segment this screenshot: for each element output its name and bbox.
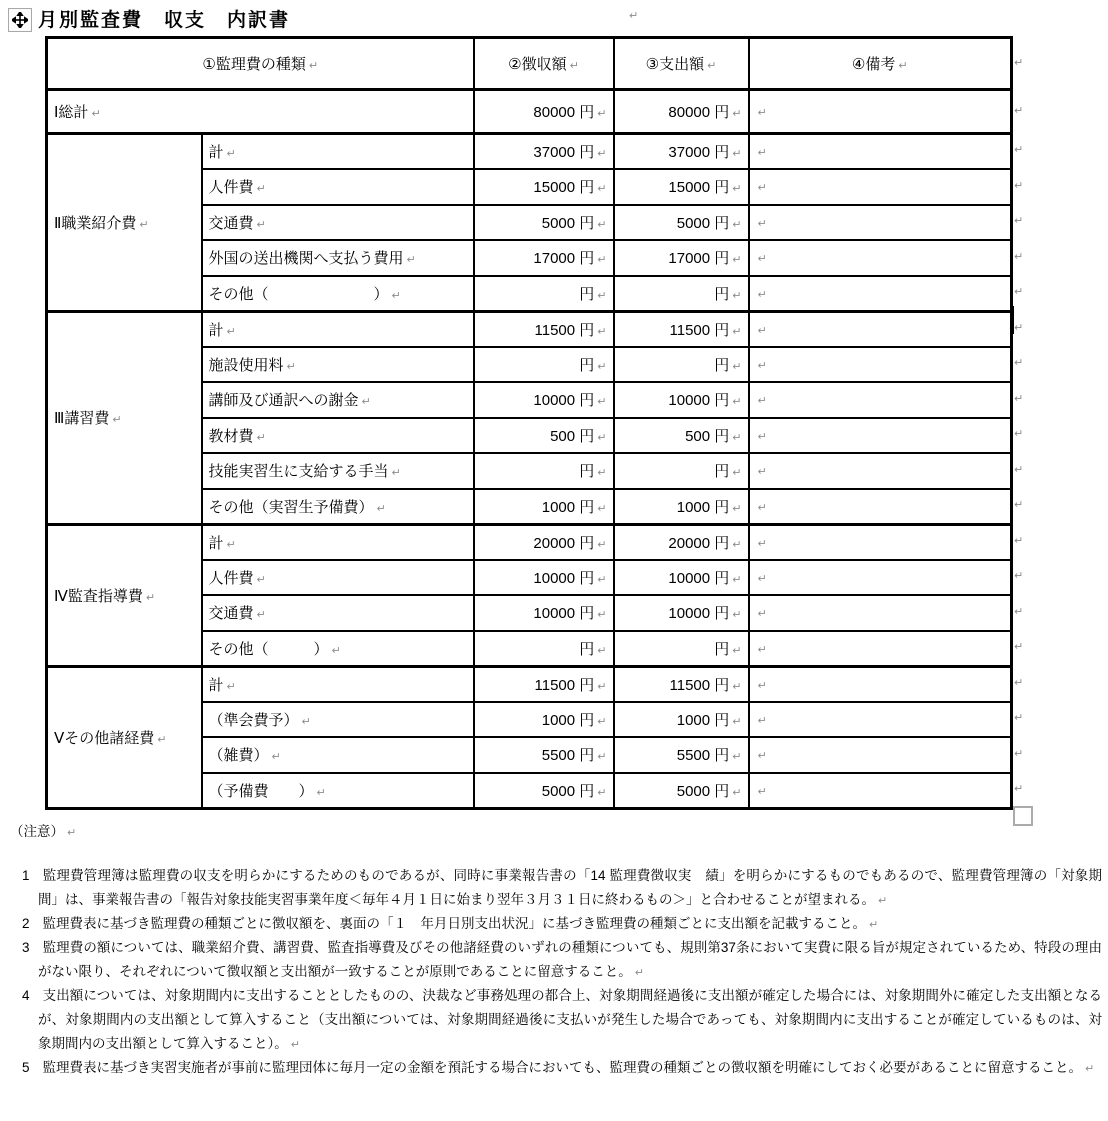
header-cell-type[interactable]: ①監理費の種類 ↵ xyxy=(47,38,474,90)
paragraph-mark-icon: ↵ xyxy=(145,590,156,604)
cell-remarks[interactable] xyxy=(749,489,1012,525)
paragraph-mark-icon: ↵ xyxy=(732,643,742,657)
paragraph-mark-icon: ↵ xyxy=(898,59,908,72)
header-cell-spent[interactable]: ③支出額 ↵ xyxy=(614,38,749,90)
row-end-mark-icon: ↵ xyxy=(1014,214,1024,228)
cell-collected[interactable]: 37000 円 ↵ xyxy=(474,134,614,170)
cell-remarks[interactable] xyxy=(749,90,1012,134)
paragraph-mark-icon: ↵ xyxy=(757,784,767,798)
paragraph-mark-icon: ↵ xyxy=(157,732,167,746)
paragraph-mark-icon: ↵ xyxy=(757,358,767,372)
paragraph-mark-icon: ↵ xyxy=(1085,1062,1095,1075)
row-end-mark-icon: ↵ xyxy=(1014,640,1024,654)
paragraph-mark-icon: ↵ xyxy=(597,785,607,799)
table-row xyxy=(47,90,1012,134)
row-end-mark-icon: ↵ xyxy=(1014,569,1024,583)
paragraph-mark-icon: ↵ xyxy=(316,785,326,799)
paragraph-mark-icon: ↵ xyxy=(757,394,767,408)
paragraph-mark-icon: ↵ xyxy=(226,537,236,551)
row-end-mark-icon: ↵ xyxy=(1014,782,1024,796)
paragraph-mark-icon: ↵ xyxy=(67,826,77,839)
row-end-mark-icon: ↵ xyxy=(1014,711,1024,725)
cell-collected[interactable]: 5500 円 ↵ xyxy=(474,737,614,773)
cell-spent[interactable]: 5000 円 ↵ xyxy=(614,205,749,241)
row-end-mark-icon: ↵ xyxy=(1014,55,1024,69)
cell-collected[interactable]: 10000 円 ↵ xyxy=(474,560,614,596)
header-cell-collected[interactable]: ②徴収額 ↵ xyxy=(474,38,614,90)
cell-spent[interactable]: 1000 円 ↵ xyxy=(614,702,749,738)
paragraph-mark-icon: ↵ xyxy=(732,750,742,764)
row-end-mark-icon: ↵ xyxy=(1014,604,1024,618)
cell-spent[interactable]: 20000 円 ↵ xyxy=(614,524,749,560)
paragraph-mark-icon: ↵ xyxy=(732,107,742,120)
table-row xyxy=(47,666,1012,702)
cell-spent[interactable]: 円 ↵ xyxy=(614,631,749,667)
paragraph-mark-icon: ↵ xyxy=(256,217,266,231)
cell-collected[interactable]: 17000 円 ↵ xyxy=(474,240,614,276)
paragraph-mark-icon: ↵ xyxy=(757,607,767,621)
row-end-mark-icon: ↵ xyxy=(1014,249,1024,263)
fee-breakdown-table xyxy=(45,36,1013,810)
cell-item[interactable]: 交通費 ↵ xyxy=(202,205,474,241)
row-end-mark-icon: ↵ xyxy=(1014,103,1024,117)
notes-heading[interactable]: （注意） ↵ xyxy=(10,824,77,839)
cell-item[interactable]: 交通費 ↵ xyxy=(202,595,474,631)
paragraph-mark-icon: ↵ xyxy=(757,429,767,443)
paragraph-mark-icon: ↵ xyxy=(290,1038,300,1051)
row-end-mark-icon: ↵ xyxy=(1014,178,1024,192)
cell-spent[interactable]: 円 ↵ xyxy=(614,276,749,312)
row-end-mark-icon: ↵ xyxy=(1014,498,1024,512)
paragraph-mark-icon: ↵ xyxy=(732,395,742,409)
cell-item[interactable]: 計 ↵ xyxy=(202,311,474,347)
cell-collected[interactable]: 5000 円 ↵ xyxy=(474,205,614,241)
paragraph-mark-icon: ↵ xyxy=(732,430,742,444)
cell-collected[interactable]: 80000 円 ↵ xyxy=(474,90,614,134)
row-end-mark-icon: ↵ xyxy=(1014,143,1024,157)
paragraph-mark-icon: ↵ xyxy=(732,714,742,728)
paragraph-mark-icon: ↵ xyxy=(597,501,607,515)
cell-section-label[interactable]: Ⅲ講習費 ↵ xyxy=(47,311,202,524)
note-item-5[interactable]: 5 監理費表に基づき実習実施者が事前に監理団体に毎月一定の金額を預託する場合においても、監理費の種類ごとの徴収額を明確にしておく必要があることに留意すること。 ↵ xyxy=(22,1060,1095,1075)
paragraph-mark-icon: ↵ xyxy=(597,253,607,267)
cell-collected[interactable]: 15000 円 ↵ xyxy=(474,169,614,205)
paragraph-mark-icon: ↵ xyxy=(91,107,101,120)
paragraph-mark-icon: ↵ xyxy=(301,714,311,728)
paragraph-mark-icon: ↵ xyxy=(757,500,767,514)
paragraph-mark-icon: ↵ xyxy=(597,537,607,551)
table-header-row xyxy=(47,38,1012,90)
paragraph-mark-icon: ↵ xyxy=(597,572,607,586)
paragraph-mark-icon: ↵ xyxy=(597,182,607,196)
cell-remarks[interactable] xyxy=(749,311,1012,347)
note-item-3[interactable]: 3 監理費の額については、職業紹介費、講習費、監査指導費及びその他諸経費のいずれの種類についても、規則第37条において実費に限る旨が規定されているため、特段の理由がない限り、それぞれについて徴収額と支出額が一致することが原則であることに留意すること。 ↵ xyxy=(22,940,1102,979)
paragraph-mark-icon: ↵ xyxy=(732,288,742,302)
paragraph-mark-icon: ↵ xyxy=(732,217,742,231)
cell-remarks[interactable] xyxy=(749,134,1012,170)
cell-remarks[interactable] xyxy=(749,276,1012,312)
paragraph-mark-icon: ↵ xyxy=(597,288,607,302)
cell-remarks[interactable] xyxy=(749,702,1012,738)
cell-item[interactable]: （予備費 ） ↵ xyxy=(202,773,474,809)
cell-collected[interactable]: 11500 円 ↵ xyxy=(474,311,614,347)
cell-collected[interactable]: 10000 円 ↵ xyxy=(474,595,614,631)
cell-item[interactable]: 計 ↵ xyxy=(202,524,474,560)
paragraph-mark-icon: ↵ xyxy=(757,287,767,301)
cell-remarks[interactable] xyxy=(749,240,1012,276)
cell-spent[interactable]: 11500 円 ↵ xyxy=(614,666,749,702)
table-row xyxy=(47,311,1012,347)
paragraph-mark-icon: ↵ xyxy=(757,713,767,727)
cell-spent[interactable]: 5000 円 ↵ xyxy=(614,773,749,809)
cell-item[interactable]: （雑費） ↵ xyxy=(202,737,474,773)
paragraph-mark-icon: ↵ xyxy=(757,536,767,550)
paragraph-mark-icon: ↵ xyxy=(732,537,742,551)
cell-collected[interactable]: 円 ↵ xyxy=(474,631,614,667)
cell-collected[interactable]: 円 ↵ xyxy=(474,453,614,489)
cell-spent[interactable]: 80000 円 ↵ xyxy=(614,90,749,134)
cell-item[interactable]: 計 ↵ xyxy=(202,666,474,702)
cell-collected[interactable]: 1000 円 ↵ xyxy=(474,489,614,525)
paragraph-mark-icon: ↵ xyxy=(286,359,296,373)
paragraph-mark-icon: ↵ xyxy=(597,430,607,444)
paragraph-mark-icon: ↵ xyxy=(226,324,236,338)
paragraph-mark-icon: ↵ xyxy=(757,146,767,159)
row-end-mark-icon: ↵ xyxy=(1014,462,1024,476)
cell-collected[interactable]: 11500 円 ↵ xyxy=(474,666,614,702)
paragraph-mark-icon: ↵ xyxy=(757,465,767,479)
cell-remarks[interactable] xyxy=(749,418,1012,454)
cell-collected[interactable]: 20000 円 ↵ xyxy=(474,524,614,560)
paragraph-mark-icon: ↵ xyxy=(757,216,767,230)
text-cursor xyxy=(1012,306,1014,334)
paragraph-mark-icon: ↵ xyxy=(597,714,607,728)
cell-spent[interactable]: 円 ↵ xyxy=(614,347,749,383)
note-item-2[interactable]: 2 監理費表に基づき監理費の種類ごとに徴収額を、裏面の「１ 年月日別支出状況」に基づき監理費の種類ごとに支出額を記載すること。 ↵ xyxy=(22,916,879,931)
paragraph-mark-icon: ↵ xyxy=(406,253,416,267)
row-end-mark-icon: ↵ xyxy=(1014,427,1024,441)
cell-section-label[interactable]: Ⅳ監査指導費 ↵ xyxy=(47,524,202,666)
cell-remarks[interactable] xyxy=(749,453,1012,489)
cell-total-label[interactable]: Ⅰ総計 ↵ xyxy=(47,90,474,134)
cell-item[interactable]: 施設使用料 ↵ xyxy=(202,347,474,383)
table-move-handle-icon[interactable] xyxy=(8,8,32,32)
cell-spent[interactable]: 円 ↵ xyxy=(614,453,749,489)
cell-item[interactable]: 計 ↵ xyxy=(202,134,474,170)
cell-remarks[interactable] xyxy=(749,524,1012,560)
row-end-marks-column xyxy=(1014,36,1034,807)
row-end-mark-icon: ↵ xyxy=(1014,356,1024,370)
cell-collected[interactable]: 1000 円 ↵ xyxy=(474,702,614,738)
paragraph-mark-icon: ↵ xyxy=(757,642,767,656)
cell-section-label[interactable]: Ⅱ職業紹介費 ↵ xyxy=(47,134,202,312)
paragraph-mark-icon: ↵ xyxy=(757,106,767,119)
paragraph-mark-icon: ↵ xyxy=(757,571,767,585)
cell-remarks[interactable] xyxy=(749,666,1012,702)
paragraph-mark-icon: ↵ xyxy=(732,359,742,373)
table-row xyxy=(47,524,1012,560)
paragraph-mark-icon: ↵ xyxy=(361,395,371,409)
cell-item[interactable]: 技能実習生に支給する手当 ↵ xyxy=(202,453,474,489)
cell-spent[interactable]: 500 円 ↵ xyxy=(614,418,749,454)
paragraph-mark-icon: ↵ xyxy=(597,147,607,160)
note-item-1[interactable]: 1 監理費管理簿は監理費の収支を明らかにするためのものであるが、同時に事業報告書の「14 監理費徴収実 績」を明らかにするものでもあるので、監理費管理簿の「対象期間」は、事業報告書の「報告対象技能実習事業年度＜毎年４月１日に始まり翌年３月３１日に終わるもの＞」と合わせることが望まれる。 ↵ xyxy=(22,868,1102,907)
cell-item[interactable]: その他（ ） ↵ xyxy=(202,631,474,667)
cell-spent[interactable]: 17000 円 ↵ xyxy=(614,240,749,276)
cell-remarks[interactable] xyxy=(749,169,1012,205)
header-cell-remarks[interactable]: ④備考 ↵ xyxy=(749,38,1012,90)
cell-collected[interactable]: 500 円 ↵ xyxy=(474,418,614,454)
cell-item[interactable]: 人件費 ↵ xyxy=(202,169,474,205)
row-end-mark-icon: ↵ xyxy=(1014,746,1024,760)
paragraph-mark-icon: ↵ xyxy=(226,679,236,693)
paragraph-mark-icon: ↵ xyxy=(707,59,717,72)
paragraph-mark-icon: ↵ xyxy=(732,679,742,693)
paragraph-mark-icon: ↵ xyxy=(597,217,607,231)
paragraph-mark-icon: ↵ xyxy=(597,608,607,622)
notes-section xyxy=(10,820,1102,1080)
paragraph-mark-icon: ↵ xyxy=(757,181,767,195)
paragraph-mark-icon: ↵ xyxy=(597,359,607,373)
paragraph-mark-icon: ↵ xyxy=(732,324,742,338)
paragraph-mark-icon: ↵ xyxy=(256,608,266,622)
cell-item[interactable]: 人件費 ↵ xyxy=(202,560,474,596)
paragraph-mark-icon: ↵ xyxy=(597,466,607,480)
cell-remarks[interactable] xyxy=(749,631,1012,667)
paragraph-mark-icon: ↵ xyxy=(597,324,607,338)
cell-remarks[interactable] xyxy=(749,205,1012,241)
row-end-mark-icon: ↵ xyxy=(1014,533,1024,547)
cell-spent[interactable]: 15000 円 ↵ xyxy=(614,169,749,205)
paragraph-mark-icon: ↵ xyxy=(569,59,579,72)
row-end-mark-icon: ↵ xyxy=(1014,320,1024,334)
cell-remarks[interactable] xyxy=(749,773,1012,809)
paragraph-mark-icon: ↵ xyxy=(308,59,319,72)
note-item-4[interactable]: 4 支出額については、対象期間内に支出することとしたものの、決裁など事務処理の都合上、対象期間経過後に支出額が確定した場合には、対象期間外に確定した支出額となるが、対象期間内の支出額として算入すること（支出額については、対象期間経過後に支払いが発生した場合であっても、対象期間内に支出することが確定しているものは、対象期間内の支出額として算入すること）。 ↵ xyxy=(22,988,1102,1051)
row-end-mark-icon: ↵ xyxy=(1014,675,1024,689)
cell-collected[interactable]: 円 ↵ xyxy=(474,276,614,312)
paragraph-mark-icon: ↵ xyxy=(878,894,888,907)
cell-item[interactable]: 外国の送出機関へ支払う費用 ↵ xyxy=(202,240,474,276)
cell-item[interactable]: （準会費予） ↵ xyxy=(202,702,474,738)
paragraph-mark-icon: ↵ xyxy=(732,572,742,586)
paragraph-mark-icon: ↵ xyxy=(597,107,607,120)
cell-remarks[interactable] xyxy=(749,737,1012,773)
cell-collected[interactable]: 5000 円 ↵ xyxy=(474,773,614,809)
paragraph-mark-icon: ↵ xyxy=(757,749,767,763)
cell-remarks[interactable] xyxy=(749,382,1012,418)
cell-spent[interactable]: 37000 円 ↵ xyxy=(614,134,749,170)
cell-collected[interactable]: 10000 円 ↵ xyxy=(474,382,614,418)
paragraph-mark-icon: ↵ xyxy=(757,678,767,692)
row-end-mark-icon: ↵ xyxy=(1014,391,1024,405)
cell-spent[interactable]: 10000 円 ↵ xyxy=(614,595,749,631)
document-title[interactable]: 月別監査費 収支 内訳書 xyxy=(38,10,291,31)
paragraph-mark-icon: ↵ xyxy=(391,466,401,480)
paragraph-mark-icon: ↵ xyxy=(597,643,607,657)
paragraph-mark-icon: ↵ xyxy=(732,147,742,160)
cell-collected[interactable]: 円 ↵ xyxy=(474,347,614,383)
cell-spent[interactable]: 1000 円 ↵ xyxy=(614,489,749,525)
cell-remarks[interactable] xyxy=(749,595,1012,631)
paragraph-mark-icon: ↵ xyxy=(112,413,122,426)
cell-remarks[interactable] xyxy=(749,347,1012,383)
paragraph-mark-icon: ↵ xyxy=(732,608,742,622)
cell-spent[interactable]: 11500 円 ↵ xyxy=(614,311,749,347)
paragraph-mark-icon: ↵ xyxy=(256,572,266,586)
cell-spent[interactable]: 10000 円 ↵ xyxy=(614,382,749,418)
paragraph-mark-icon: ↵ xyxy=(597,750,607,764)
cell-item[interactable]: 教材費 ↵ xyxy=(202,418,474,454)
paragraph-mark-icon: ↵ xyxy=(256,182,266,196)
paragraph-mark-icon: ↵ xyxy=(391,288,401,302)
paragraph-mark-icon: ↵ xyxy=(597,679,607,693)
paragraph-mark-icon: ↵ xyxy=(376,501,386,515)
paragraph-mark-icon: ↵ xyxy=(732,501,742,515)
cell-spent[interactable]: 5500 円 ↵ xyxy=(614,737,749,773)
paragraph-mark-icon: ↵ xyxy=(634,966,644,979)
paragraph-mark-icon: ↵ xyxy=(226,147,236,160)
paragraph-mark-icon: ↵ xyxy=(732,253,742,267)
paragraph-mark-icon: ↵ xyxy=(732,466,742,480)
paragraph-mark-icon: ↵ xyxy=(757,252,767,266)
paragraph-mark-icon: ↵ xyxy=(732,785,742,799)
move-cross-icon xyxy=(12,12,28,28)
paragraph-mark-icon: ↵ xyxy=(597,395,607,409)
paragraph-mark-icon: ↵ xyxy=(629,9,639,22)
paragraph-mark-icon: ↵ xyxy=(139,217,149,231)
cell-item[interactable]: その他（実習生予備費） ↵ xyxy=(202,489,474,525)
paragraph-mark-icon: ↵ xyxy=(256,430,266,444)
cell-item[interactable]: その他（ ） ↵ xyxy=(202,276,474,312)
paragraph-mark-icon: ↵ xyxy=(757,323,767,337)
table-row xyxy=(47,134,1012,170)
cell-section-label[interactable]: Ⅴその他諸経費 ↵ xyxy=(47,666,202,808)
cell-spent[interactable]: 10000 円 ↵ xyxy=(614,560,749,596)
paragraph-mark-icon: ↵ xyxy=(271,750,281,764)
paragraph-mark-icon: ↵ xyxy=(732,182,742,196)
cell-item[interactable]: 講師及び通訳への謝金 ↵ xyxy=(202,382,474,418)
paragraph-mark-icon: ↵ xyxy=(331,643,341,657)
paragraph-mark-icon: ↵ xyxy=(869,918,879,931)
cell-remarks[interactable] xyxy=(749,560,1012,596)
row-end-mark-icon: ↵ xyxy=(1014,285,1024,299)
